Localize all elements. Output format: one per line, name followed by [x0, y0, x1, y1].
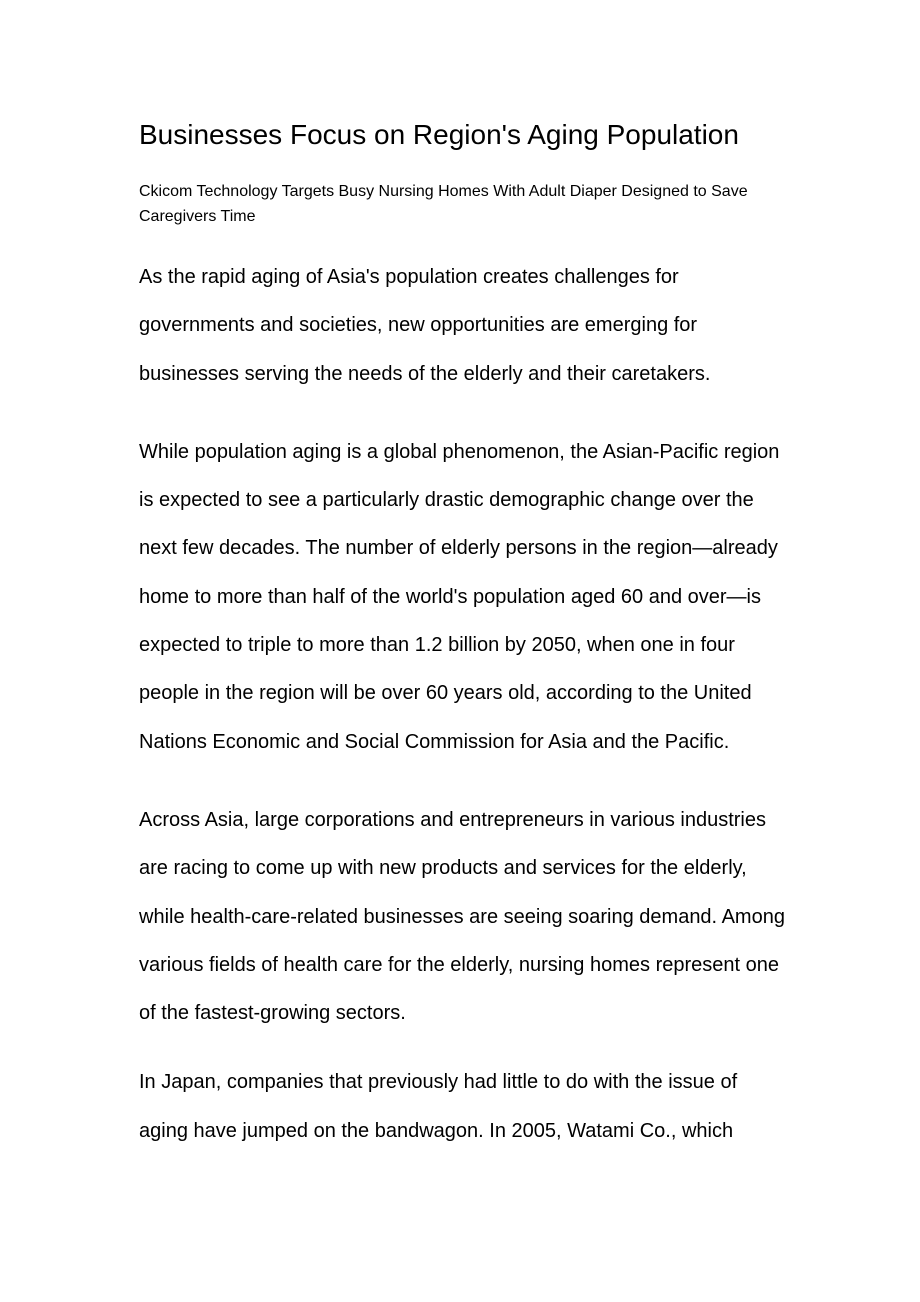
article-paragraph: In Japan, companies that previously had little to do with the issue of aging have jumped on the bandwagon. In 2005, Watami Co., which — [139, 1071, 738, 1142]
article-paragraph: While population aging is a global phenomenon, the Asian-Pacific region is expected to see a particularly drastic demographic change over the next few decades. The number of elderly persons in the region—already home to more than half of the world's population aged 60 and over—is expected to triple to more than 1.2 billion by 2050, when one in four people in the region will be over 60 years old, according to the United Nations Economic and Social Commission for Asia and the Pacific. — [139, 440, 780, 753]
article-paragraph: As the rapid aging of Asia's population creates challenges for governments and societies, new opportunities are emerging for businesses serving the needs of the elderly and their caretakers. — [139, 266, 711, 385]
article — [139, 113, 789, 1155]
article-subtitle: Ckicom Technology Targets Busy Nursing Homes With Adult Diaper Designed to Save Caregivers Time — [139, 183, 748, 225]
article-title: Businesses Focus on Region's Aging Population — [139, 119, 739, 150]
article-paragraph: Across Asia, large corporations and entrepreneurs in various industries are racing to come up with new products and services for the elderly, while health-care-related businesses are seeing soaring demand. Among various fields of health care for the elderly, nursing homes represent one of the fastest-growing sectors. — [139, 808, 785, 1025]
